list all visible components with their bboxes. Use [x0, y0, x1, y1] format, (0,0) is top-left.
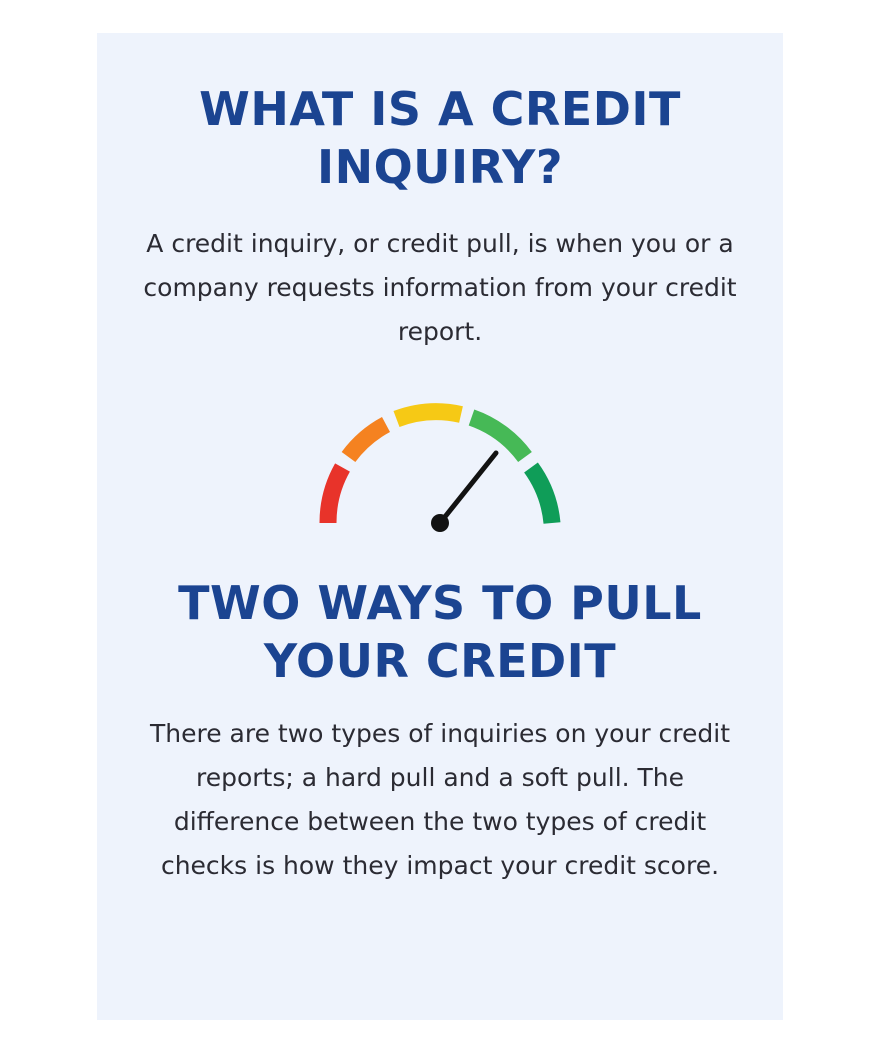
infographic-card	[97, 33, 783, 1020]
credit-score-gauge-icon	[310, 391, 570, 541]
gauge-needle	[440, 453, 496, 523]
page-title: WHAT IS A CREDIT INQUIRY?	[199, 82, 681, 194]
two-ways-paragraph: There are two types of inquiries on your credit reports; a hard pull and a soft pull. The difference between the two types of credit checks is how they impact your credit score.	[149, 719, 731, 880]
intro-paragraph: A credit inquiry, or credit pull, is when you or a company requests information from your credit report.	[143, 229, 737, 346]
section-title-two-ways: TWO WAYS TO PULL YOUR CREDIT	[178, 576, 702, 688]
gauge-hub	[431, 514, 449, 532]
card-inner	[97, 33, 783, 887]
gauge-container	[137, 353, 743, 541]
